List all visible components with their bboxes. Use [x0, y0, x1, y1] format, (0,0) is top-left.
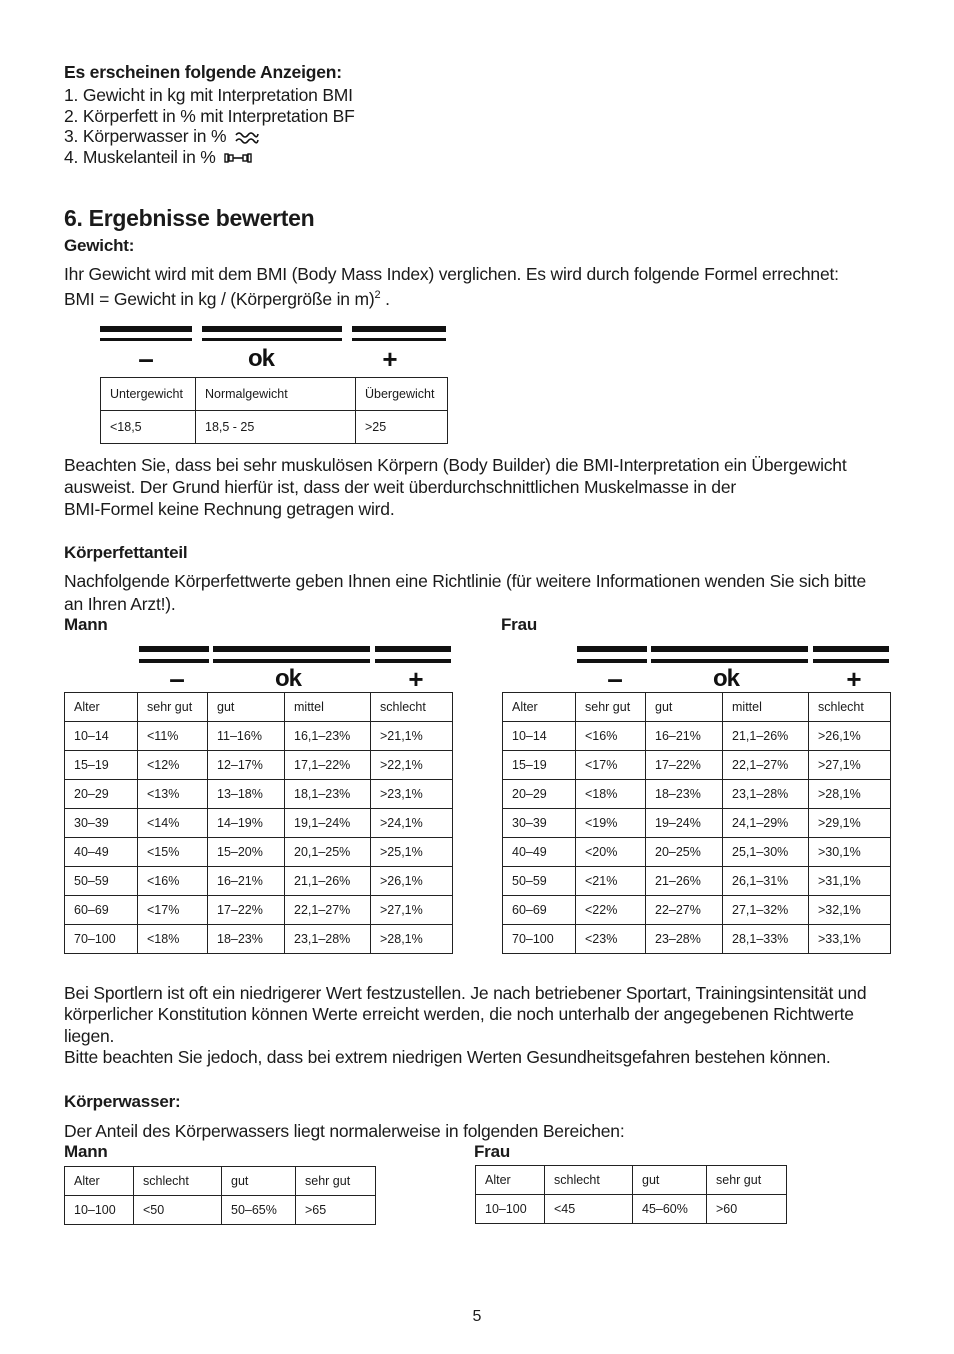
- fat-female-cell: 28,1–33%: [723, 925, 809, 954]
- fat-male-cell: 17,1–22%: [285, 751, 371, 780]
- fat-male-cell: sehr gut: [138, 693, 208, 722]
- water-female-cell: sehr gut: [707, 1166, 787, 1195]
- bmi-bar-over-top: [352, 326, 446, 332]
- fat-intro-2: an Ihren Arzt!).: [64, 594, 176, 614]
- water-female-cell: schlecht: [545, 1166, 633, 1195]
- fat-male-cell: 10–14: [65, 722, 138, 751]
- fat-female-cell: 20–25%: [646, 838, 723, 867]
- fat-male-cell: >22,1%: [371, 751, 453, 780]
- fat-female-cell: sehr gut: [576, 693, 646, 722]
- table-row: [503, 693, 891, 722]
- water-female-cell: Alter: [476, 1166, 545, 1195]
- fat-male-cell: 30–39: [65, 809, 138, 838]
- fat-male-cell: 50–59: [65, 867, 138, 896]
- fat-male-cell: 14–19%: [208, 809, 285, 838]
- fat-male-ok-symbol: ok: [274, 665, 301, 692]
- fat-female-cell: <19%: [576, 809, 646, 838]
- fat-male-cell: 15–19: [65, 751, 138, 780]
- fat-male-plus-symbol: +: [408, 663, 424, 694]
- water-waves-icon: [235, 130, 259, 144]
- weight-formula: [64, 285, 390, 310]
- bmi-bar-under-top: [100, 326, 192, 332]
- fat-male-table: [64, 692, 453, 954]
- bmi-bar-under-bottom: [100, 338, 192, 341]
- bmi-header-normal: Normalgewicht: [196, 378, 356, 411]
- water-female-cell: 10–100: [476, 1195, 545, 1224]
- table-row: [65, 925, 453, 954]
- weight-note-3: BMI-Formel keine Rechnung getragen wird.: [64, 499, 395, 519]
- fat-female-cell: schlecht: [809, 693, 891, 722]
- fat-male-cell: <17%: [138, 896, 208, 925]
- fat-female-cell: <17%: [576, 751, 646, 780]
- water-male-cell: >65: [296, 1196, 376, 1225]
- intro-item-3-text: 3. Körperwasser in %: [64, 126, 227, 146]
- intro-heading: Es erscheinen folgende Anzeigen:: [64, 62, 342, 82]
- fat-female-cell: >26,1%: [809, 722, 891, 751]
- bmi-header-under: Untergewicht: [101, 378, 196, 411]
- table-row: [503, 722, 891, 751]
- water-male-cell: Alter: [65, 1167, 134, 1196]
- fat-male-cell: >23,1%: [371, 780, 453, 809]
- weight-formula-end: .: [380, 288, 390, 309]
- fat-female-cell: >30,1%: [809, 838, 891, 867]
- fat-male-cell: 18,1–23%: [285, 780, 371, 809]
- fat-female-cell: <23%: [576, 925, 646, 954]
- bmi-plus-symbol: +: [382, 343, 398, 374]
- fat-female-cell: <22%: [576, 896, 646, 925]
- weight-formula-text: BMI = Gewicht in kg / (Körpergröße in m): [64, 288, 375, 309]
- fat-female-cell: 19–24%: [646, 809, 723, 838]
- table-row: [503, 896, 891, 925]
- fat-female-cell: 16–21%: [646, 722, 723, 751]
- water-male-cell: schlecht: [134, 1167, 222, 1196]
- table-row: [65, 693, 453, 722]
- fat-female-cell: 21,1–26%: [723, 722, 809, 751]
- table-row: [65, 1196, 376, 1225]
- section-title: 6. Ergebnisse bewerten: [64, 205, 315, 231]
- fat-male-minus-symbol: –: [169, 663, 185, 694]
- fat-female-cell: mittel: [723, 693, 809, 722]
- fat-male-bar-minus-top: [139, 646, 209, 652]
- bmi-bar-normal-top: [202, 326, 342, 332]
- table-row: [503, 867, 891, 896]
- table-row: [503, 809, 891, 838]
- bmi-minus-symbol: –: [138, 343, 154, 374]
- fat-male-cell: 21,1–26%: [285, 867, 371, 896]
- table-row: [476, 1166, 787, 1195]
- fat-female-cell: >32,1%: [809, 896, 891, 925]
- fat-female-cell: <16%: [576, 722, 646, 751]
- weight-heading: Gewicht:: [64, 236, 135, 255]
- fat-male-cell: 11–16%: [208, 722, 285, 751]
- fat-male-cell: 22,1–27%: [285, 896, 371, 925]
- water-female-table: [475, 1165, 787, 1224]
- intro-item-4: [64, 147, 252, 169]
- fat-heading: Körperfettanteil: [64, 543, 188, 562]
- fat-female-cell: 70–100: [503, 925, 576, 954]
- fat-note-3: liegen.: [64, 1026, 115, 1046]
- fat-female-table: [502, 692, 891, 954]
- fat-female-cell: 24,1–29%: [723, 809, 809, 838]
- fat-male-cell: 17–22%: [208, 896, 285, 925]
- fat-female-cell: 18–23%: [646, 780, 723, 809]
- bmi-value-normal: 18,5 - 25: [196, 411, 356, 444]
- water-intro: Der Anteil des Körperwassers liegt normalerweise in folgenden Bereichen:: [64, 1121, 625, 1141]
- water-male-cell: gut: [222, 1167, 296, 1196]
- fat-male-cell: <18%: [138, 925, 208, 954]
- fat-male-cell: >28,1%: [371, 925, 453, 954]
- bmi-header-over: Übergewicht: [356, 378, 448, 411]
- fat-female-cell: 26,1–31%: [723, 867, 809, 896]
- table-row: [503, 838, 891, 867]
- fat-female-plus-symbol: +: [846, 663, 862, 694]
- fat-female-cell: 50–59: [503, 867, 576, 896]
- table-row: [65, 838, 453, 867]
- fat-note-1: Bei Sportlern ist oft ein niedrigerer Wert festzustellen. Je nach betriebener Sportart, Trainingsintensität und: [64, 983, 867, 1003]
- fat-male-label: Mann: [64, 615, 108, 634]
- fat-female-cell: 30–39: [503, 809, 576, 838]
- fat-male-cell: <11%: [138, 722, 208, 751]
- weight-note-2: ausweist. Der Grund hierfür ist, dass der weit überdurchschnittlichen Muskelmasse in der: [64, 477, 737, 497]
- fat-male-cell: <15%: [138, 838, 208, 867]
- fat-female-cell: 22,1–27%: [723, 751, 809, 780]
- fat-female-cell: >29,1%: [809, 809, 891, 838]
- water-male-cell: <50: [134, 1196, 222, 1225]
- table-row: [65, 867, 453, 896]
- fat-male-cell: 13–18%: [208, 780, 285, 809]
- fat-female-cell: 23,1–28%: [723, 780, 809, 809]
- intro-item-4-text: 4. Muskelanteil in %: [64, 147, 216, 167]
- fat-female-bar-ok-bottom: [651, 659, 808, 663]
- fat-male-cell: >24,1%: [371, 809, 453, 838]
- fat-note-2: körperlicher Konstitution können Werte erreicht werden, die noch unterhalb der angegebenen Richtwerte: [64, 1004, 854, 1024]
- fat-male-cell: schlecht: [371, 693, 453, 722]
- fat-female-cell: >28,1%: [809, 780, 891, 809]
- bmi-bar-over-bottom: [352, 338, 446, 341]
- fat-female-cell: >27,1%: [809, 751, 891, 780]
- fat-female-cell: <20%: [576, 838, 646, 867]
- fat-female-cell: >33,1%: [809, 925, 891, 954]
- table-row: [503, 751, 891, 780]
- fat-male-bar-ok-bottom: [213, 659, 370, 663]
- fat-male-cell: 40–49: [65, 838, 138, 867]
- fat-male-cell: 19,1–24%: [285, 809, 371, 838]
- fat-male-cell: 12–17%: [208, 751, 285, 780]
- fat-male-cell: <14%: [138, 809, 208, 838]
- fat-male-bar-ok-top: [213, 646, 370, 652]
- fat-female-bar-plus-bottom: [813, 659, 889, 663]
- water-female-label: Frau: [474, 1142, 511, 1161]
- fat-female-bar-ok-top: [651, 646, 808, 652]
- water-female-cell: gut: [633, 1166, 707, 1195]
- weight-text-1: Ihr Gewicht wird mit dem BMI (Body Mass Index) verglichen. Es wird durch folgende Formel errechnet:: [64, 264, 839, 284]
- fat-female-cell: <21%: [576, 867, 646, 896]
- water-female-cell: <45: [545, 1195, 633, 1224]
- table-row: [101, 411, 448, 444]
- water-heading: Körperwasser:: [64, 1092, 181, 1111]
- fat-female-cell: gut: [646, 693, 723, 722]
- fat-male-cell: 16–21%: [208, 867, 285, 896]
- fat-female-bar-plus-top: [813, 646, 889, 652]
- water-female-cell: 45–60%: [633, 1195, 707, 1224]
- fat-male-cell: 18–23%: [208, 925, 285, 954]
- fat-male-cell: 20–29: [65, 780, 138, 809]
- fat-female-cell: 60–69: [503, 896, 576, 925]
- fat-female-cell: 21–26%: [646, 867, 723, 896]
- weight-note-1: Beachten Sie, dass bei sehr muskulösen Körpern (Body Builder) die BMI-Interpretation ein Übergewicht: [64, 455, 847, 475]
- table-row: [65, 1167, 376, 1196]
- weight-formula-exponent: 2: [374, 289, 381, 301]
- fat-male-bar-plus-bottom: [375, 659, 451, 663]
- water-female-cell: >60: [707, 1195, 787, 1224]
- water-male-table: [64, 1166, 376, 1225]
- intro-item-3: [64, 126, 259, 148]
- fat-male-cell: >21,1%: [371, 722, 453, 751]
- bmi-ok-symbol: ok: [247, 345, 274, 372]
- fat-female-minus-symbol: –: [607, 663, 623, 694]
- table-row: [101, 378, 448, 411]
- table-row: [65, 896, 453, 925]
- bmi-bar-normal-bottom: [202, 338, 342, 341]
- fat-male-cell: <13%: [138, 780, 208, 809]
- fat-male-cell: 20,1–25%: [285, 838, 371, 867]
- fat-female-cell: 27,1–32%: [723, 896, 809, 925]
- intro-item-2: 2. Körperfett in % mit Interpretation BF: [64, 106, 355, 126]
- fat-male-cell: mittel: [285, 693, 371, 722]
- fat-female-cell: 40–49: [503, 838, 576, 867]
- fat-male-cell: >27,1%: [371, 896, 453, 925]
- fat-female-ok-symbol: ok: [712, 665, 739, 692]
- fat-female-cell: 25,1–30%: [723, 838, 809, 867]
- intro-item-1: 1. Gewicht in kg mit Interpretation BMI: [64, 85, 353, 105]
- table-row: [476, 1195, 787, 1224]
- dumbbell-icon: [224, 152, 252, 164]
- water-male-label: Mann: [64, 1142, 108, 1161]
- fat-male-cell: <12%: [138, 751, 208, 780]
- water-male-cell: sehr gut: [296, 1167, 376, 1196]
- fat-female-label: Frau: [501, 615, 538, 634]
- fat-female-cell: 20–29: [503, 780, 576, 809]
- fat-male-cell: 70–100: [65, 925, 138, 954]
- fat-male-cell: 16,1–23%: [285, 722, 371, 751]
- fat-male-cell: Alter: [65, 693, 138, 722]
- fat-intro-1: Nachfolgende Körperfettwerte geben Ihnen eine Richtlinie (für weitere Informationen wenden Sie sich bitte: [64, 571, 866, 591]
- fat-female-cell: 23–28%: [646, 925, 723, 954]
- table-row: [65, 722, 453, 751]
- fat-male-cell: 15–20%: [208, 838, 285, 867]
- fat-female-cell: Alter: [503, 693, 576, 722]
- table-row: [65, 780, 453, 809]
- fat-male-cell: >25,1%: [371, 838, 453, 867]
- table-row: [503, 780, 891, 809]
- fat-female-cell: <18%: [576, 780, 646, 809]
- fat-male-cell: gut: [208, 693, 285, 722]
- fat-female-cell: 10–14: [503, 722, 576, 751]
- fat-male-cell: <16%: [138, 867, 208, 896]
- table-row: [65, 809, 453, 838]
- bmi-table: [100, 377, 448, 444]
- fat-male-cell: >26,1%: [371, 867, 453, 896]
- fat-male-bar-plus-top: [375, 646, 451, 652]
- bmi-value-under: <18,5: [101, 411, 196, 444]
- fat-female-cell: 17–22%: [646, 751, 723, 780]
- fat-female-cell: 15–19: [503, 751, 576, 780]
- water-male-cell: 50–65%: [222, 1196, 296, 1225]
- water-male-cell: 10–100: [65, 1196, 134, 1225]
- fat-male-cell: 60–69: [65, 896, 138, 925]
- fat-male-cell: 23,1–28%: [285, 925, 371, 954]
- fat-female-bar-minus-top: [577, 646, 647, 652]
- page-number: 5: [472, 1308, 482, 1325]
- bmi-value-over: >25: [356, 411, 448, 444]
- fat-note-4: Bitte beachten Sie jedoch, dass bei extrem niedrigen Werten Gesundheitsgefahren bestehen können.: [64, 1047, 831, 1067]
- fat-female-cell: 22–27%: [646, 896, 723, 925]
- table-row: [503, 925, 891, 954]
- fat-female-cell: >31,1%: [809, 867, 891, 896]
- table-row: [65, 751, 453, 780]
